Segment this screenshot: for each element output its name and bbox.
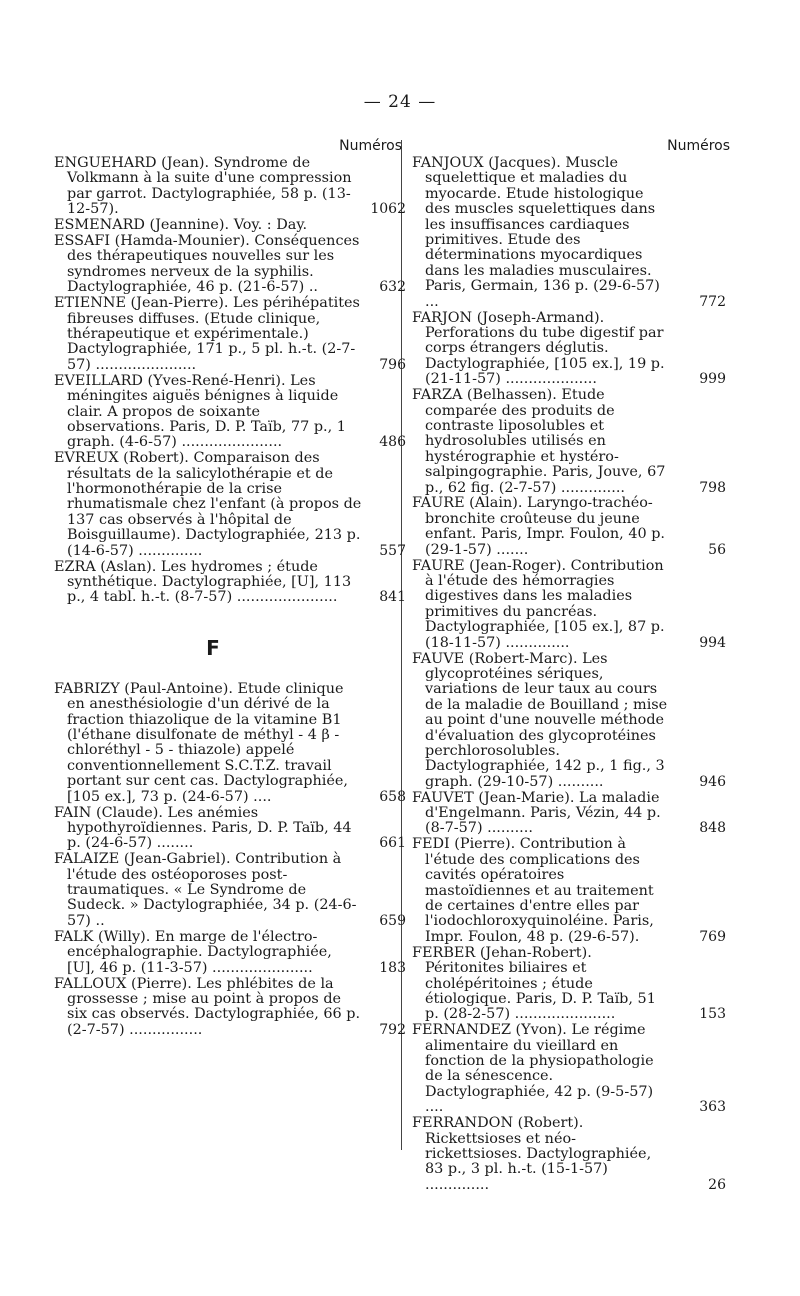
entry-number: 658 (379, 788, 406, 805)
entry-number: 183 (379, 959, 406, 976)
entry-number: 557 (379, 542, 406, 559)
entry-number: 661 (379, 835, 406, 852)
entry-text: FARZA (Belhassen). Etude comparée des produits de contraste liposolubles et hydrosolubles utilisés en hystérographie et hystéro-salpingographie. Paris, Jouve, 67 p., 62 fig. (2-7-57) .............. (412, 387, 666, 496)
index-entry (412, 495, 726, 558)
left-entry-list (54, 155, 406, 606)
entry-text: FAUVET (Jean-Marie). La maladie d'Engelmann. Paris, Vézin, 44 p. (8-7-57) .......... (412, 789, 661, 837)
numeros-heading-left: Numéros (339, 138, 402, 154)
index-entry (54, 233, 406, 296)
entry-number: 1062 (370, 201, 406, 218)
entry-text: FERBER (Jehan-Robert). Péritonites biliaires et cholépéritoines ; étude étiologique. Paris, D. P. Taïb, 51 p. (28-2-57) ...................... (412, 944, 656, 1023)
section-letter-heading: F (206, 635, 220, 660)
index-entry (412, 1115, 726, 1193)
entry-text: FERNANDEZ (Yvon). Le régime alimentaire du vieillard en fonction de la physiopathologie de la sénescence. Dactylographiée, 42 p. (9-5-57) .... (412, 1022, 654, 1116)
entry-number: 769 (699, 928, 726, 945)
entry-text: EVREUX (Robert). Comparaison des résultats de la salicylothérapie et de l'hormonothérapie de la crise rhumatismale chez l'enfant (à propos de 137 cas observés à l'hôpital de Boisguillaume). Dactylographiée, 213 p. (14-6-57) .............. (54, 450, 362, 559)
entry-text: EZRA (Aslan). Les hydromes ; étude synthétique. Dactylographiée, [U], 113 p., 4 tabl. h.-t. (8-7-57) ...................... (54, 558, 352, 606)
entry-number: 796 (379, 356, 406, 373)
entry-number: 841 (379, 589, 406, 606)
entry-text: EVEILLARD (Yves-René-Henri). Les méningites aiguës bénignes à liquide clair. A propos de soixante observations. Paris, D. P. Taïb, 77 p., 1 graph. (4-6-57) ...................... (54, 372, 346, 451)
index-entry (54, 295, 406, 373)
entry-text: FERRANDON (Robert). Rickettsioses et néo-rickettsioses. Dactylographiée, 83 p., 3 pl. h.-t. (15-1-57) .............. (412, 1115, 652, 1193)
index-entry (54, 975, 406, 1039)
index-entry (54, 928, 406, 976)
entry-number: 363 (699, 1099, 726, 1116)
entry-number: 999 (699, 371, 726, 388)
index-entry (412, 557, 726, 651)
entry-text: FARJON (Joseph-Armand). Perforations du tube digestif par corps étrangers déglutis. Dactylographiée, [105 ex.], 19 p. (21-11-57) .................... (412, 309, 665, 388)
entry-text: FAURE (Jean-Roger). Contribution à l'étude des hémorragies digestives dans les maladies primitives du pancréas. Dactylographiée, [105 ex.], 87 p. (18-11-57) .............. (412, 557, 665, 651)
entry-text: FABRIZY (Paul-Antoine). Etude clinique en anesthésiologie d'un dérivé de la fraction thiazolique de la vitamine B1 (l'éthane disulfonate de méthyl - 4 β - chloréthyl - 5 - thiazole) appelé conventionnellement S.C.T.Z. travail portant sur cent cas. Dactylographiée, [105 ex.], 73 p. (24-6-57) .... (54, 680, 348, 805)
entry-number: 798 (699, 479, 726, 496)
entry-text: FALK (Willy). En marge de l'électro-encéphalographie. Dactylographiée, [U], 46 p. (11-3-57) ...................... (54, 928, 332, 976)
index-entry (412, 155, 726, 310)
index-entry (412, 836, 726, 945)
entry-text: FAUVE (Robert-Marc). Les glycoprotéines sériques, variations de leur taux au cours de la maladie de Bouilland ; mise au point d'une nouvelle méthode d'évaluation des glycoprotéines perchlorosolubles. Dactylographiée, 142 p., 1 fig., 3 graph. (29-10-57) .......... (412, 650, 668, 790)
entry-text: FALLOUX (Pierre). Les phlébites de la grossesse ; mise au point à propos de six cas observés. Dactylographiée, 66 p. (2-7-57) ................ (54, 975, 361, 1038)
left-f-entry-list (54, 680, 406, 1038)
entry-text: ETIENNE (Jean-Pierre). Les périhépatites fibreuses diffuses. (Etude clinique, thérapeutique et expérimentale.) Dactylographiée, 171 p., 5 pl. h.-t. (2-7-57) ...................... (54, 295, 360, 373)
index-entry (54, 218, 402, 233)
entry-number: 659 (379, 912, 406, 929)
entry-text: FANJOUX (Jacques). Muscle squelettique et maladies du myocarde. Etude histologique des muscles squelettiques dans les insuffisances cardiaques primitives. Etude des déterminations myocardiques dans les maladies musculaires. Paris, Germain, 136 p. (29-6-57) ... (412, 155, 660, 310)
index-entry (412, 1022, 726, 1116)
index-entry (412, 789, 726, 837)
numeros-heading-right: Numéros (667, 138, 730, 154)
entry-number: 848 (699, 820, 726, 837)
index-entry (54, 450, 406, 559)
entry-number: 56 (708, 541, 726, 558)
index-entry (54, 680, 406, 805)
index-entry (412, 309, 726, 388)
index-entry (412, 387, 726, 496)
entry-number: 792 (379, 1021, 406, 1038)
entry-text: FALAIZE (Jean-Gabriel). Contribution à l'étude des ostéoporoses post-traumatiques. « Le Syndrome de Sudeck. » Dactylographiée, 34 p. (24-6-57) .. (54, 851, 357, 929)
entry-text: ESMENARD (Jeannine). Voy. : Day. (54, 217, 308, 234)
index-entry (54, 372, 406, 451)
entry-number: 994 (699, 634, 726, 651)
page-number: — 24 — (363, 92, 437, 112)
entry-number: 772 (699, 293, 726, 310)
entry-text: ESSAFI (Hamda-Mounier). Conséquences des thérapeutiques nouvelles sur les syndromes nerveux de la syphilis. Dactylographiée, 46 p. (21-6-57) .. (54, 233, 360, 296)
entry-number: 946 (699, 773, 726, 790)
entry-text: FAIN (Claude). Les anémies hypothyroïdiennes. Paris, D. P. Taïb, 44 p. (24-6-57) ........ (54, 804, 352, 852)
index-entry (54, 851, 406, 929)
entry-text: FAURE (Alain). Laryngo-trachéo-bronchite croûteuse du jeune enfant. Paris, Impr. Foulon, 40 p. (29-1-57) ....... (412, 495, 665, 558)
entry-text: ENGUEHARD (Jean). Syndrome de Volkmann à la suite d'une compression par garrot. Dactylographiée, 58 p. (13-12-57). (54, 155, 352, 218)
right-column (412, 138, 730, 1194)
left-column (54, 138, 406, 1039)
entry-number: 486 (379, 434, 406, 451)
entry-number: 632 (379, 279, 406, 296)
right-entry-list (412, 155, 726, 1193)
index-entry (412, 944, 726, 1023)
entry-text: FEDI (Pierre). Contribution à l'étude des complications des cavités opératoires mastoïdiennes et au traitement de certaines d'entre elles par l'iodochloroxyquinoléine. Paris, Impr. Foulon, 48 p. (29-6-57). (412, 836, 654, 945)
entry-number: 153 (699, 1006, 726, 1023)
index-entry (54, 155, 406, 218)
index-entry (412, 650, 726, 791)
index-entry (54, 804, 406, 852)
index-entry (54, 558, 406, 606)
entry-number: 26 (708, 1176, 726, 1193)
